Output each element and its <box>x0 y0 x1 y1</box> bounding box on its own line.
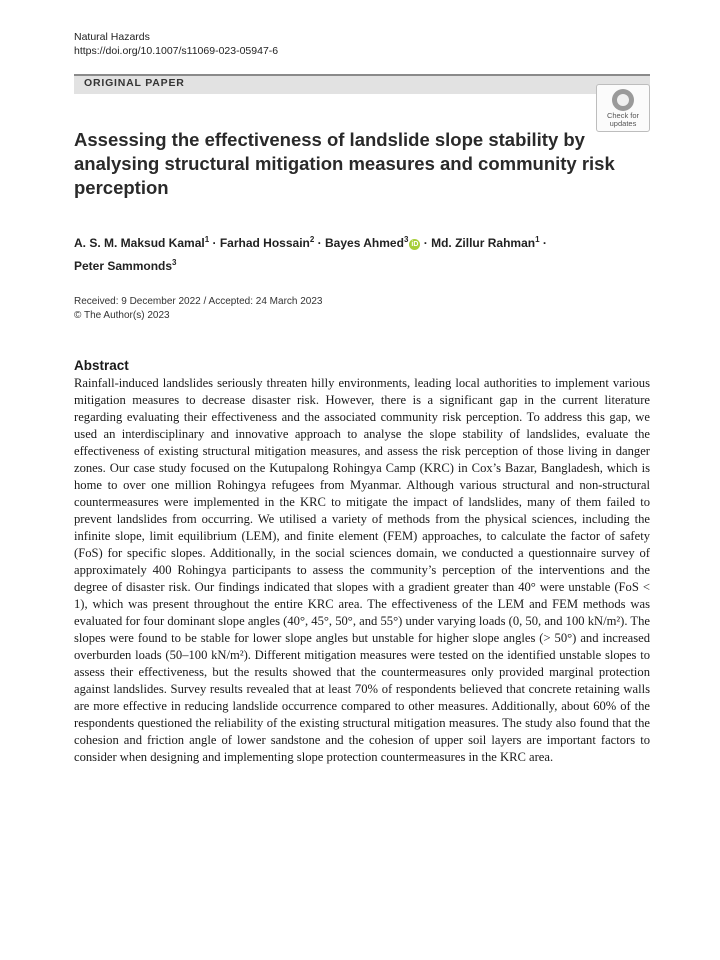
author-name[interactable]: Peter Sammonds <box>74 259 173 273</box>
author-separator: · <box>542 236 547 250</box>
journal-header <box>74 30 278 58</box>
copyright-notice: © The Author(s) 2023 <box>74 310 170 321</box>
article-type-label: ORIGINAL PAPER <box>84 77 185 89</box>
abstract-text: Rainfall-induced landslides seriously threaten hilly environments, leading local authorities to implement various mitigation measures to decrease disaster risk. However, there is a significant gap in the current literature regarding evaluating their effectiveness and the associated community risk perception. To address this gap, we used an interdisciplinary and innovative approach to analyse the slope stability of landslides, evaluate the effectiveness of existing structural mitigation measures, and assess the risk perception of those living in danger zones. Our case study focused on the Kutupalong Rohingya Camp (KRC) in Cox’s Bazar, Bangladesh, which is home to over one million Rohingya refugees from Myanmar. Although various structural and non-structural countermeasures were implemented in the KRC to mitigate the impact of landslides, many of them failed to prevent landslides from occurring. We utilised a variety of methods from the physical sciences, including the infinite slope, limit equilibrium (LEM), and finite element (FEM) approaches, to calculate the factor of safety (FoS) for specific slopes. Additionally, in the social sciences domain, we conducted a questionnaire survey of approximately 400 Rohingya participants to assess the community’s perception of the interventions and the degree of disaster risk. Our findings indicated that slopes with a gradient greater than 40° were unstable (FoS < 1), which was present throughout the entire KRC area. The effectiveness of the LEM and FEM methods was evaluated for four dominant slope angles (40°, 45°, 50°, and 55°) under varying loads (0, 50, and 100 kN/m²). The slopes were found to be stable for lower slope angles but unstable for higher slope angles (> 50°) and increased overburden loads (50–100 kN/m²). Different mitigation measures were tested on the identified unstable slopes to assess their effectiveness, but the results showed that the countermeasures only provided marginal protection against landslides. Survey results revealed that at least 70% of respondents believed that concrete retaining walls are more effective in reducing landslide occurrence compared to other measures. Additionally, about 60% of the respondents questioned the reliability of the existing structural mitigation measures. The study also found that the cohesion and friction angle of lower sandstone and the cohesion of upper soil layers are important factors to consider when designing and implementing slope protection countermeasures in the KRC area. <box>74 376 650 764</box>
banner-rule <box>74 74 650 76</box>
received-accepted-dates: Received: 9 December 2022 / Accepted: 24 March 2023 <box>74 296 323 307</box>
paper-title: Assessing the effectiveness of landslide slope stability by analysing structural mitigation measures and community risk perception <box>74 129 615 198</box>
abstract-heading: Abstract <box>74 358 129 373</box>
author-affiliation: 1 <box>204 235 210 244</box>
orcid-icon[interactable]: iD <box>411 241 419 248</box>
badge-label: Check for updates <box>606 111 640 128</box>
author-name[interactable]: Bayes Ahmed <box>325 236 404 250</box>
journal-name: Natural Hazards <box>74 31 150 43</box>
author-name[interactable]: Md. Zillur Rahman <box>431 236 536 250</box>
author-separator: · <box>212 236 217 250</box>
check-for-updates-badge[interactable] <box>596 84 650 132</box>
author-affiliation: 3 <box>172 258 177 267</box>
crossmark-icon <box>612 89 634 111</box>
author-affiliation: 1 <box>535 235 540 244</box>
author-affiliation: 2 <box>309 235 315 244</box>
article-type-banner <box>74 74 650 94</box>
author-separator: · <box>317 236 322 250</box>
author-list <box>74 230 654 276</box>
author-name[interactable]: Farhad Hossain <box>219 236 310 250</box>
doi-link[interactable]: https://doi.org/10.1007/s11069-023-05947-6 <box>74 45 279 57</box>
author-name[interactable]: A. S. M. Maksud Kamal <box>74 236 205 250</box>
publication-dates <box>74 295 322 323</box>
author-affiliation: 3 <box>403 235 409 244</box>
author-separator: · <box>423 236 428 250</box>
